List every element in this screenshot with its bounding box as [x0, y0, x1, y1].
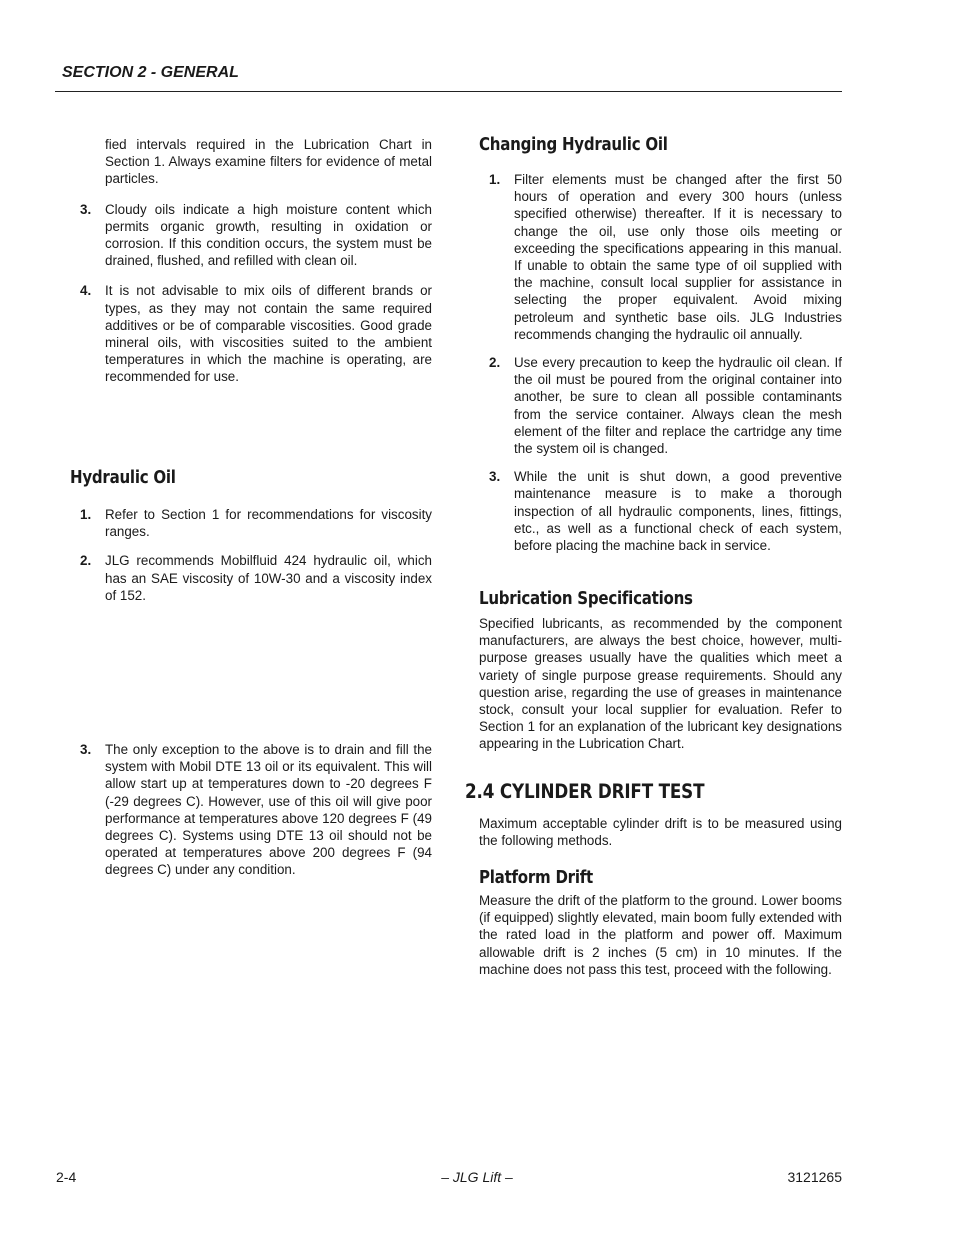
list-item	[70, 741, 432, 879]
changing-oil-section	[479, 134, 842, 554]
item-number: 1.	[489, 172, 501, 187]
lubrication-text: Specified lubricants, as recommended by the component manufacturers, are always the best choice, however, multi-purpose greases usually have the qualities which meet a variety of single purpose grease requirements. Should any question arise, regarding the use of greases in maintenance stock, consult your local supplier for evaluation. Refer to Section 1 for an explanation of the lubricant key designations appearing in the Lubrication Chart.	[479, 616, 842, 752]
list-item	[479, 468, 842, 554]
doc-number: 3121265	[787, 1169, 842, 1185]
header-divider	[55, 91, 842, 92]
item-text: The only exception to the above is to drain and fill the system with Mobil DTE 13 oil or its equivalent. This will allow start up at temperatures down to -20 degrees F (-29 degrees C). However, use of this oil will give poor performance at temperatures above 120 degrees F (49 degrees C). Systems using DTE 13 oil should not be operated at temperatures above 200 degrees F (94 degrees C) under any condition.	[105, 742, 432, 878]
platform-drift-heading: Platform Drift	[479, 868, 593, 888]
drift-test-text: Maximum acceptable cylinder drift is to be measured using the following methods.	[479, 816, 842, 849]
item-number: 4.	[80, 283, 92, 299]
list-item-continued	[70, 136, 432, 188]
lubrication-heading: Lubrication Specifications	[479, 589, 693, 609]
item-number: 3.	[80, 742, 92, 757]
item-text: While the unit is shut down, a good preventive maintenance measure is to make a thorough inspection of all hydraulic components, lines, fittings, etc., as well as a functional check of each system, before placing the machine back in service.	[514, 469, 842, 554]
section-header: SECTION 2 - GENERAL	[62, 64, 239, 81]
changing-oil-heading: Changing Hydraulic Oil	[479, 135, 668, 155]
item-text: Refer to Section 1 for recommendations for viscosity ranges.	[105, 507, 432, 540]
continued-text: fied intervals required in the Lubrication Chart in Section 1. Always examine filters for evidence of metal particles.	[105, 137, 432, 187]
hydraulic-oil-section	[70, 467, 432, 604]
hydraulic-oil-item-3	[70, 741, 432, 879]
list-item	[70, 506, 432, 540]
list-item	[70, 282, 432, 385]
left-column-top	[70, 136, 432, 386]
item-text: Use every precaution to keep the hydraulic oil clean. If the oil must be poured from the original container into another, be sure to clean all possible contaminants from the service container. Always clean the mesh element of the filter and replace the cartridge any time the system oil is changed.	[514, 355, 842, 457]
item-number: 3.	[80, 201, 92, 217]
item-number: 1.	[80, 507, 92, 522]
item-text: JLG recommends Mobilfluid 424 hydraulic oil, which has an SAE viscosity of 10W-30 and a viscosity index of 152.	[105, 553, 432, 603]
footer-title: – JLG Lift –	[441, 1169, 513, 1185]
list-item	[479, 354, 842, 457]
lubrication-section	[479, 588, 842, 753]
drift-test-section	[465, 780, 842, 804]
item-number: 2.	[489, 355, 501, 371]
hydraulic-oil-heading: Hydraulic Oil	[70, 468, 176, 488]
item-text: It is not advisable to mix oils of different brands or types, as they may not contain the same required additives or be of comparable viscosities. Good grade mineral oils, with viscosities suited to the ambient temperatures in which the machine is operating, are recommended for use.	[105, 283, 432, 385]
item-number: 3.	[489, 469, 501, 485]
page-number: 2-4	[56, 1169, 77, 1185]
platform-drift-text: Measure the drift of the platform to the ground. Lower booms (if equipped) slightly elevated, main boom fully extended with the rated load in the platform and power off. Maximum allowable drift is 2 inches (5 cm) in 10 minutes. If the machine does not pass this test, proceed with the following.	[479, 893, 842, 977]
list-item	[70, 201, 432, 270]
list-item	[70, 552, 432, 604]
item-text: Cloudy oils indicate a high moisture content which permits organic growth, resulting in oxidation or corrosion. If this condition occurs, the system must be drained, flushed, and refilled with clean oil.	[105, 201, 432, 269]
platform-drift-section	[479, 867, 842, 978]
item-text: Filter elements must be changed after the first 50 hours of operation and every 300 hours (unless specified otherwise) thereafter. If it is necessary to change the oil, use only those oils meeting or exceeding the specifications appearing in this manual. If unable to obtain the same type of oil supplied with the machine, consult local supplier for assistance in selecting the proper equivalent. Avoid mixing petroleum and synthetic base oils. JLG Industries recommends changing the hydraulic oil annually.	[514, 172, 842, 342]
list-item	[479, 171, 842, 343]
drift-test-body	[479, 815, 842, 849]
drift-test-heading: 2.4 CYLINDER DRIFT TEST	[465, 780, 705, 803]
item-number: 2.	[80, 553, 92, 569]
